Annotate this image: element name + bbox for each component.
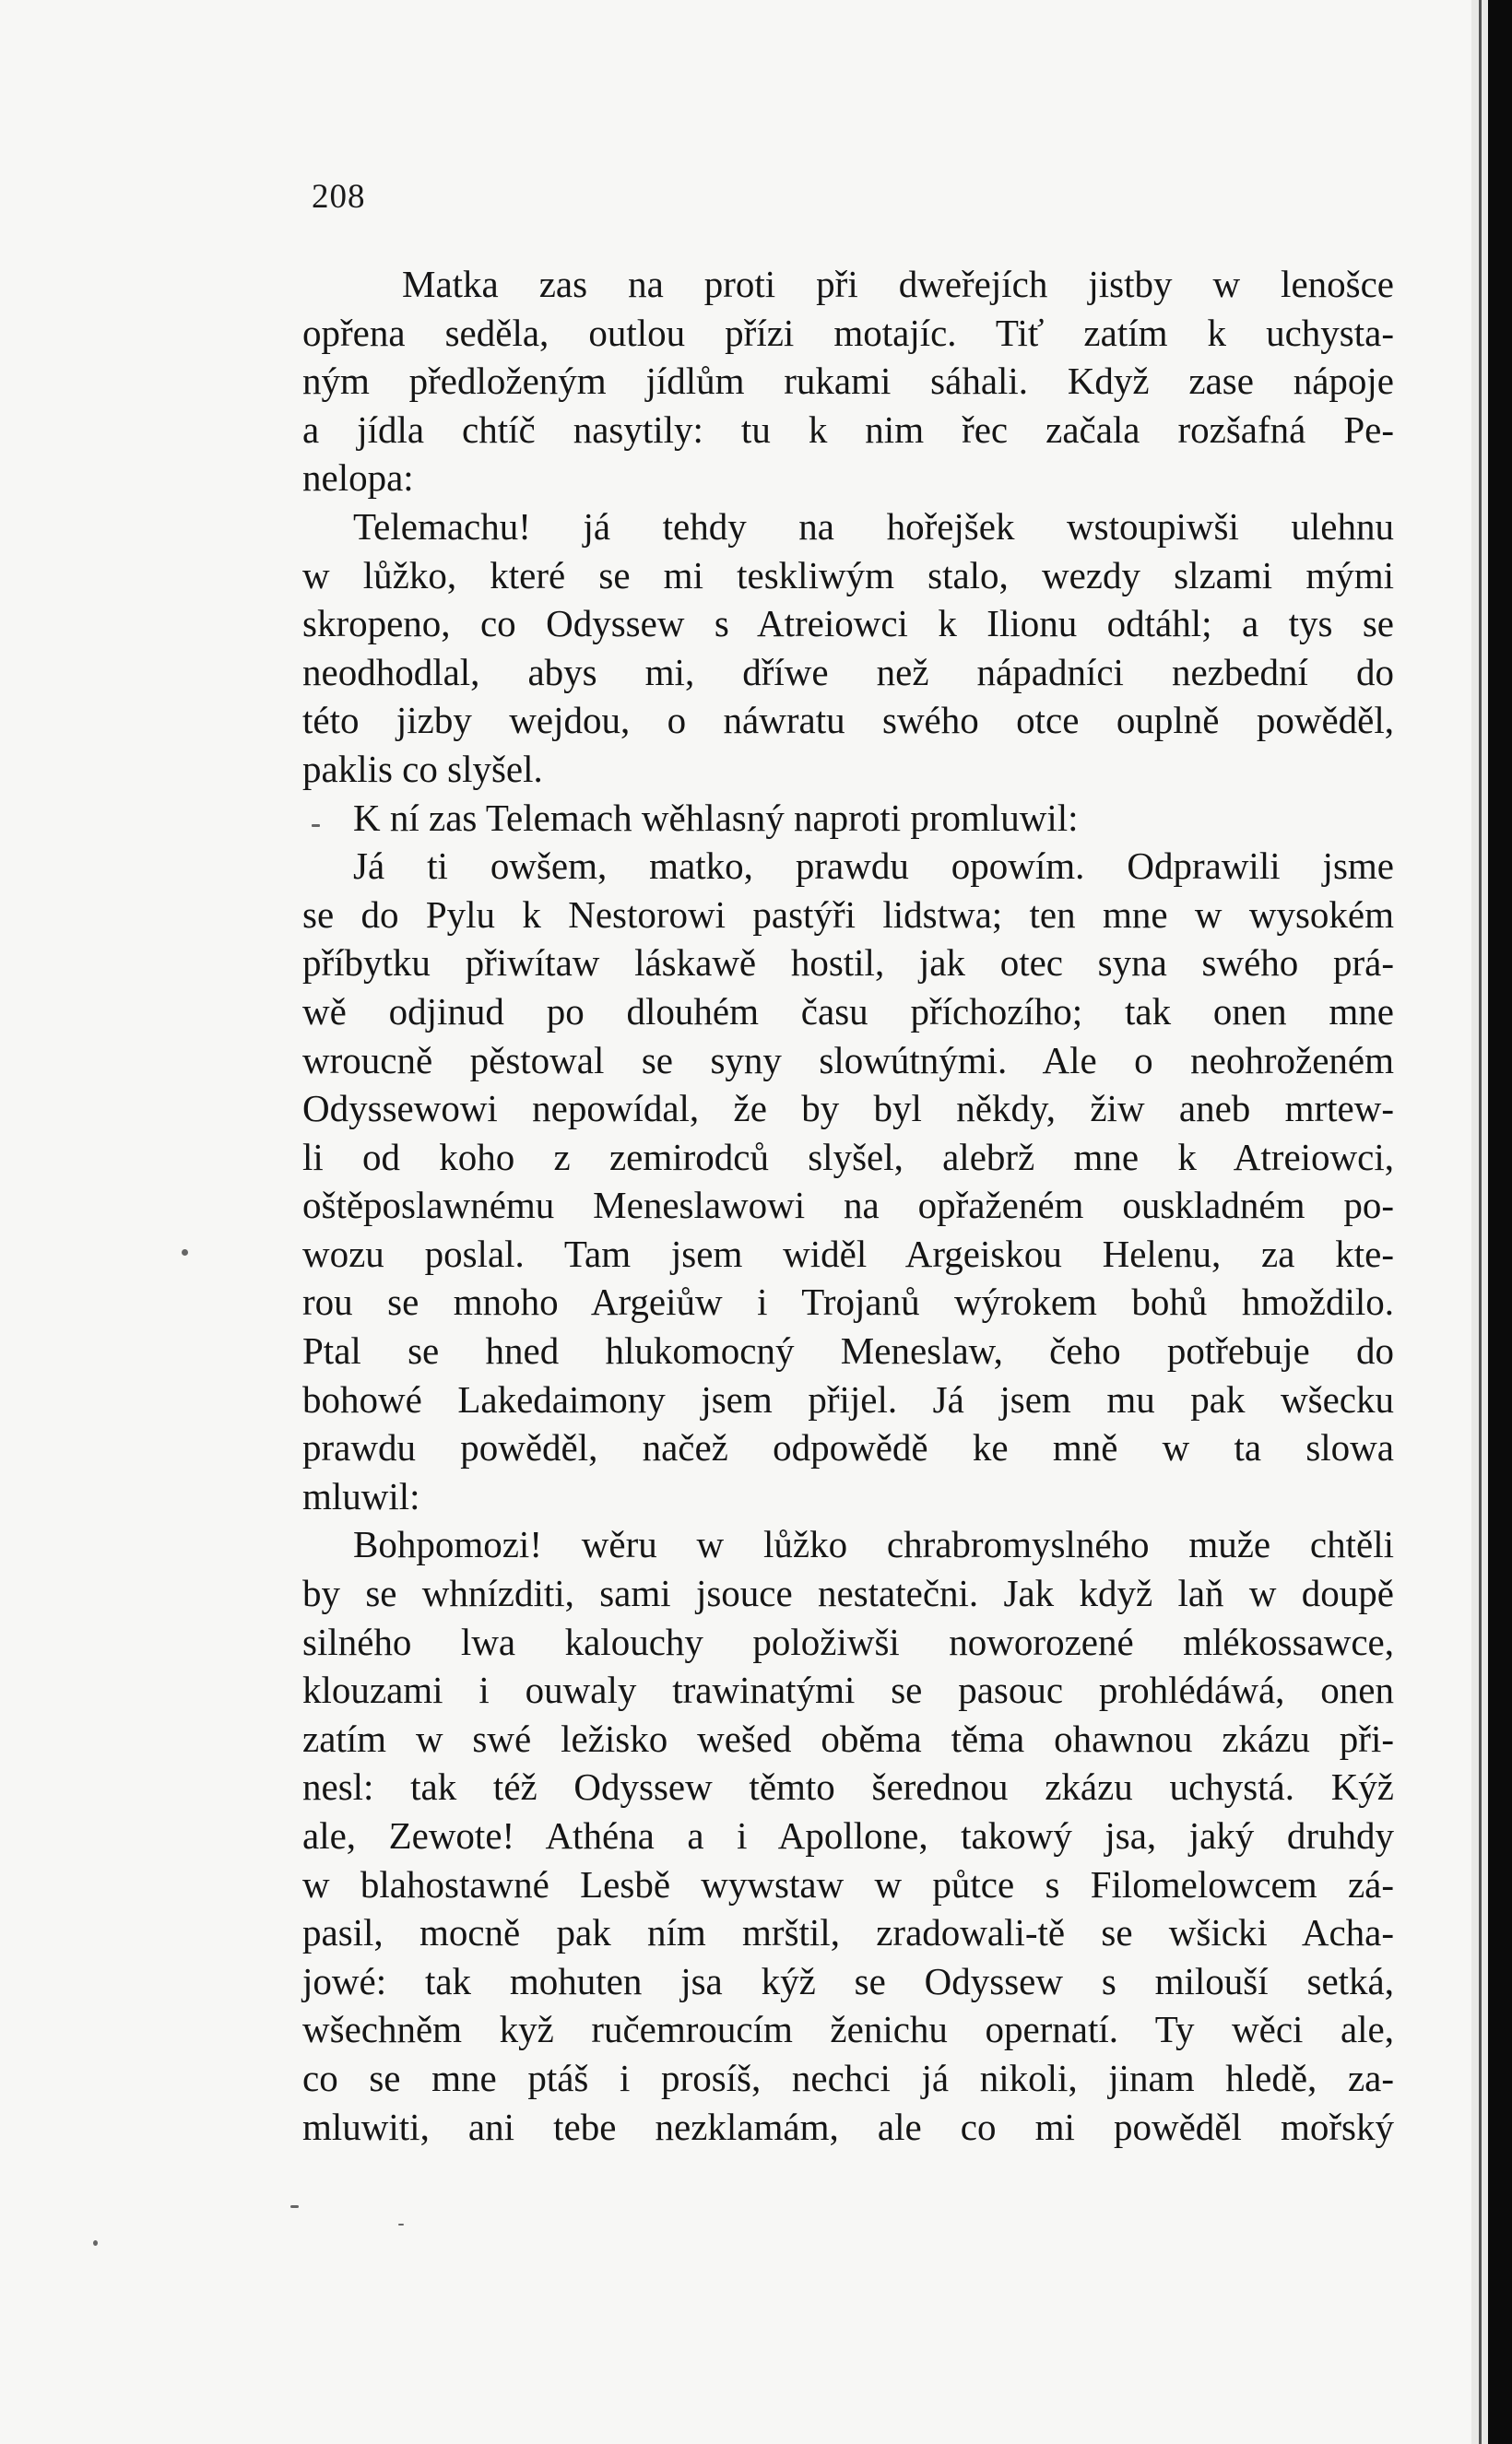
text-line: a jídla chtíč nasytily: tu k nim řec začala rozšafná Pe- xyxy=(302,407,1394,451)
text-line: opřena seděla, outlou přízi motajíc. Tiť zatím k uchysta- xyxy=(302,311,1394,354)
margin-speck xyxy=(312,824,320,827)
text-line: rou se mnoho Argeiůw i Trojanů wýrokem bohů hmoždilo. xyxy=(302,1281,1394,1324)
text-line: Ptal se hned hlukomocný Meneslaw, čeho potřebuje do xyxy=(302,1329,1394,1373)
text-line: Já ti owšem, matko, prawdu opowím. Odprawili jsme xyxy=(353,844,1394,888)
text-line: by se whnízditi, sami jsouce nestatečni. Jak když laň w doupě xyxy=(302,1572,1394,1615)
text-line: Odyssewowi nepowídal, že by byl někdy, žiw aneb mrtew- xyxy=(302,1087,1394,1130)
text-line: mluwiti, ani tebe nezklamám, ale co mi powěděl mořský xyxy=(302,2105,1394,2148)
text-line: wšechněm kyž ručemroucím ženichu opernatí. Ty wěci ale, xyxy=(302,2008,1394,2051)
text-line: skropeno, co Odyssew s Atreiowci k Ilionu odtáhl; a tys se xyxy=(302,602,1394,645)
text-line: wroucně pěstowal se syny slowútnými. Ale o neohroženém xyxy=(302,1038,1394,1081)
text-line: jowé: tak mohuten jsa kýž se Odyssew s milouší setká, xyxy=(302,1959,1394,2002)
text-line: wozu poslal. Tam jsem widěl Argeiskou Helenu, za kte- xyxy=(302,1232,1394,1275)
text-line: se do Pylu k Nestorowi pastýři lidstwa; ten mne w wysokém xyxy=(302,892,1394,936)
text-line: neodhodlal, abys mi, dříwe než nápadníci nezbední do xyxy=(302,650,1394,693)
margin-speck xyxy=(182,1249,188,1256)
body-text xyxy=(302,260,1394,2151)
margin-speck xyxy=(93,2240,98,2246)
text-line: Telemachu! já tehdy na hořejšek wstoupiwši ulehnu xyxy=(353,504,1394,548)
text-line: w lůžko, které se mi teskliwým stalo, wezdy slzami mými xyxy=(302,553,1394,596)
text-line: ale, Zewote! Athéna a i Apollone, takowý jsa, jaký druhdy xyxy=(302,1814,1394,1857)
text-line: klouzami i ouwaly trawinatými se pasouc prohlédáwá, onen xyxy=(302,1669,1394,1712)
text-line: zatím w swé ležisko wešed oběma těma ohawnou zkázu při- xyxy=(302,1717,1394,1760)
text-line: nelopa: xyxy=(302,456,414,500)
text-line: paklis co slyšel. xyxy=(302,747,543,790)
text-line: li od koho z zemirodců slyšel, alebrž mne k Atreiowci, xyxy=(302,1135,1394,1178)
margin-speck xyxy=(290,2205,299,2208)
text-line: w blahostawné Lesbě wywstaw w půtce s Filomelowcem zá- xyxy=(302,1862,1394,1906)
text-line: silného lwa kalouchy položiwši noworozené mlékossawce, xyxy=(302,1620,1394,1663)
text-line: wě odjinud po dlouhém času příchozího; tak onen mne xyxy=(302,989,1394,1033)
text-line: co se mne ptáš i prosíš, nechci já nikoli, jinam hledě, za- xyxy=(302,2056,1394,2099)
text-line: oštěposlawnému Meneslawowi na opřaženém ouskladném po- xyxy=(302,1184,1394,1227)
text-line: příbytku přiwítaw láskawě hostil, jak otec syna swého prá- xyxy=(302,941,1394,985)
page-number: 208 xyxy=(312,178,366,216)
text-line: mluwil: xyxy=(302,1474,420,1517)
text-line: ným předloženým jídlům rukami sáhali. Když zase nápoje xyxy=(302,360,1394,403)
margin-speck xyxy=(398,2224,404,2226)
text-line: Bohpomozi! wěru w lůžko chrabromyslného muže chtěli xyxy=(353,1523,1394,1566)
text-line: nesl: tak též Odyssew těmto šerednou zkázu uchystá. Kýž xyxy=(302,1765,1394,1809)
text-line: prawdu powěděl, načež odpowědě ke mně w ta slowa xyxy=(302,1426,1394,1470)
text-line: této jizby wejdou, o náwratu swého otce ouplně powěděl, xyxy=(302,699,1394,742)
text-line: bohowé Lakedaimony jsem přijel. Já jsem mu pak wšecku xyxy=(302,1377,1394,1421)
text-line: Matka zas na proti při dweřejích jistby w lenošce xyxy=(402,263,1394,305)
text-line: K ní zas Telemach wěhlasný naproti promluwil: xyxy=(353,796,1079,839)
page-edge-line xyxy=(1479,0,1482,2444)
text-line: pasil, mocně pak ním mrštil, zradowali-tě se wšicki Acha- xyxy=(302,1911,1394,1954)
